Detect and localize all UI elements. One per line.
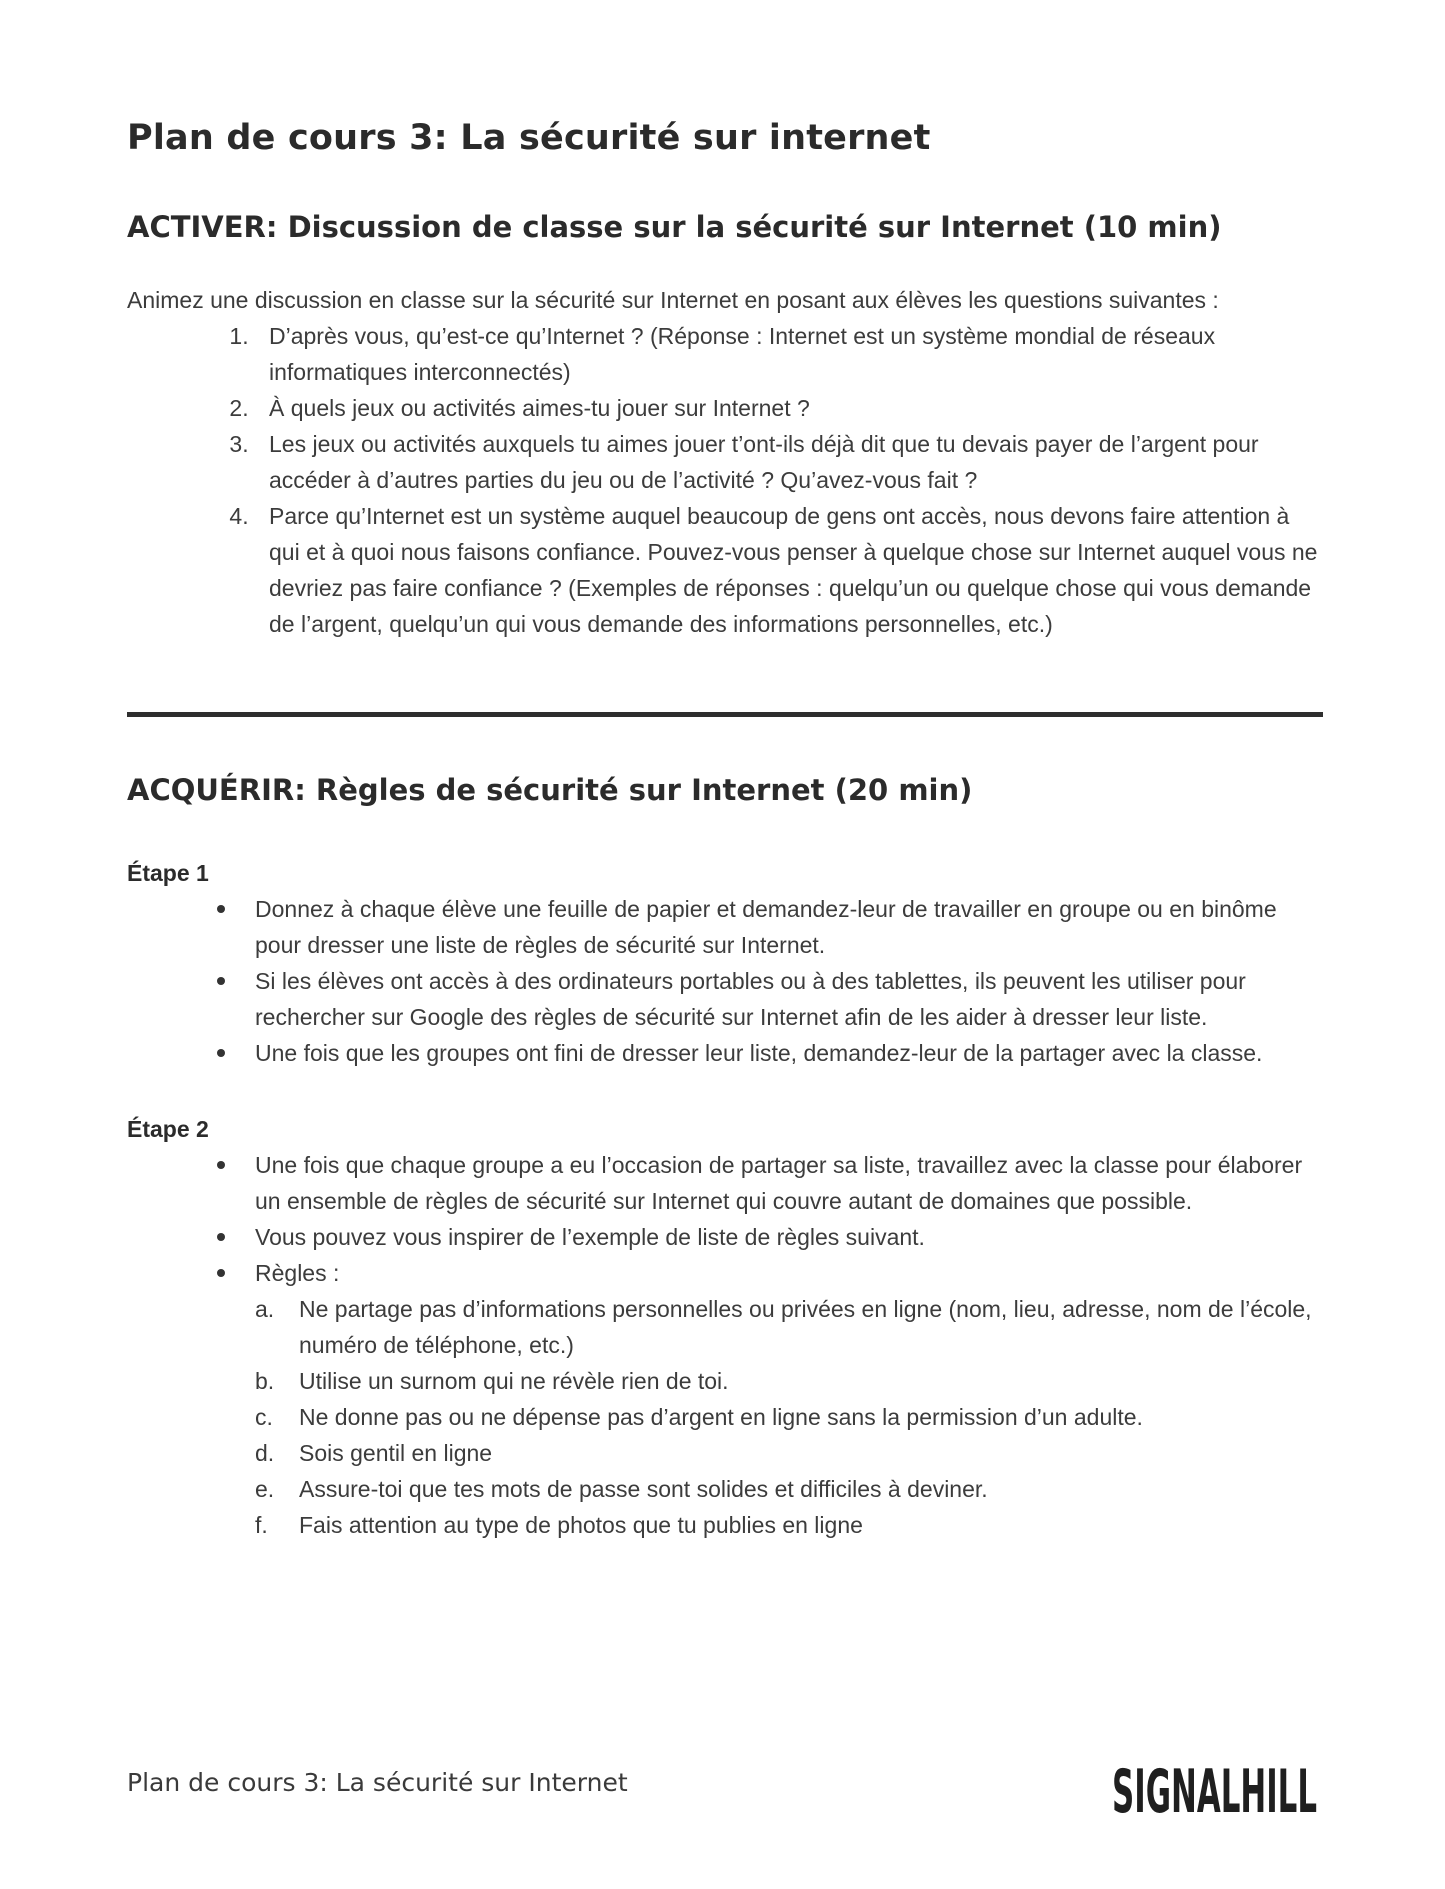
signalhill-logo (1112, 1750, 1322, 1827)
activate-heading: ACTIVER: Discussion de classe sur la sécurité sur Internet (10 min) (127, 210, 1222, 244)
list-item (255, 1255, 1323, 1543)
activate-intro: Animez une discussion en classe sur la sécurité sur Internet en posant aux élèves les questions suivantes : (127, 287, 1219, 313)
rule-item (255, 1471, 1323, 1507)
rule-text: Ne donne pas ou ne dépense pas d’argent en ligne sans la permission d’un adulte. (299, 1404, 1143, 1430)
list-item-text: Une fois que chaque groupe a eu l’occasion de partager sa liste, travaillez avec la classe pour élaborer un ensemble de règles de sécurité sur Internet qui couvre autant de domaines que possible. (255, 1152, 1303, 1214)
bullet-icon (217, 1269, 225, 1277)
list-item (255, 1035, 1323, 1071)
list-item (255, 891, 1323, 963)
step1-label: Étape 1 (127, 860, 209, 886)
rule-letter: a. (255, 1296, 275, 1322)
rule-item (255, 1291, 1323, 1363)
bullet-icon (217, 1161, 225, 1169)
step1-bullet-list (127, 891, 1323, 1071)
list-item (255, 963, 1323, 1035)
rule-text: Fais attention au type de photos que tu publies en ligne (299, 1512, 863, 1538)
list-item-text: Si les élèves ont accès à des ordinateurs portables ou à des tablettes, ils peuvent les utiliser pour rechercher sur Google des règles de sécurité sur Internet afin de les aider à dresser leur liste. (255, 968, 1246, 1030)
rule-letter: d. (255, 1440, 275, 1466)
document-content (127, 118, 1323, 1543)
rule-letter: e. (255, 1476, 275, 1502)
rule-item (255, 1399, 1323, 1435)
rule-letter: f. (255, 1512, 268, 1538)
bullet-icon (217, 905, 225, 913)
acquire-heading: ACQUÉRIR: Règles de sécurité sur Internet (20 min) (127, 773, 973, 807)
list-item (255, 1219, 1323, 1255)
footer-text: Plan de cours 3: La sécurité sur Internet (127, 1768, 628, 1797)
bullet-icon (217, 1049, 225, 1057)
list-item (255, 1147, 1323, 1219)
rule-text: Sois gentil en ligne (299, 1440, 493, 1466)
step2-bullet-list (127, 1147, 1323, 1543)
bullet-icon (217, 1233, 225, 1241)
rule-letter: c. (255, 1404, 273, 1430)
list-item: 2. À quels jeux ou activités aimes-tu jouer sur Internet ? (255, 390, 1323, 426)
page-title: Plan de cours 3: La sécurité sur internet (127, 118, 931, 158)
logo-wordmark (1112, 1750, 1322, 1822)
list-item-text: Donnez à chaque élève une feuille de papier et demandez-leur de travailler en groupe ou en binôme pour dresser une liste de règles de sécurité sur Internet. (255, 896, 1277, 958)
rule-item (255, 1507, 1323, 1543)
step2-label: Étape 2 (127, 1116, 209, 1142)
logo-text: SIGNALHILL (1112, 1757, 1317, 1822)
rule-item (255, 1363, 1323, 1399)
rule-text: Utilise un surnom qui ne révèle rien de toi. (299, 1368, 729, 1394)
list-item: 1. D’après vous, qu’est-ce qu’Internet ? (Réponse : Internet est un système mondial de réseaux informatiques interconnectés) (255, 318, 1323, 390)
list-item-text: Vous pouvez vous inspirer de l’exemple de liste de règles suivant. (255, 1224, 925, 1250)
question-list (127, 318, 1323, 642)
section-divider (127, 712, 1323, 717)
rule-letter: b. (255, 1368, 275, 1394)
list-item: 4. Parce qu’Internet est un système auquel beaucoup de gens ont accès, nous devons faire attention à qui et à quoi nous faisons confiance. Pouvez-vous penser à quelque chose sur Internet auquel vous ne devriez pas faire confiance ? (Exemples de réponses : quelqu’un ou quelque chose qui vous demande de l’argent, quelqu’un qui vous demande des informations personnelles, etc.) (255, 498, 1323, 642)
rules-list (255, 1291, 1323, 1543)
rule-text: Ne partage pas d’informations personnelles ou privées en ligne (nom, lieu, adresse, nom de l’école, numéro de téléphone, etc.) (299, 1296, 1312, 1358)
bullet-icon (217, 977, 225, 985)
list-item-text: Une fois que les groupes ont fini de dresser leur liste, demandez-leur de la partager avec la classe. (255, 1040, 1263, 1066)
rule-text: Assure-toi que tes mots de passe sont solides et difficiles à deviner. (299, 1476, 988, 1502)
rules-label: Règles : (255, 1260, 340, 1286)
rule-item (255, 1435, 1323, 1471)
list-item: 3. Les jeux ou activités auxquels tu aimes jouer t’ont-ils déjà dit que tu devais payer de l’argent pour accéder à d’autres parties du jeu ou de l’activité ? Qu’avez-vous fait ? (255, 426, 1323, 498)
